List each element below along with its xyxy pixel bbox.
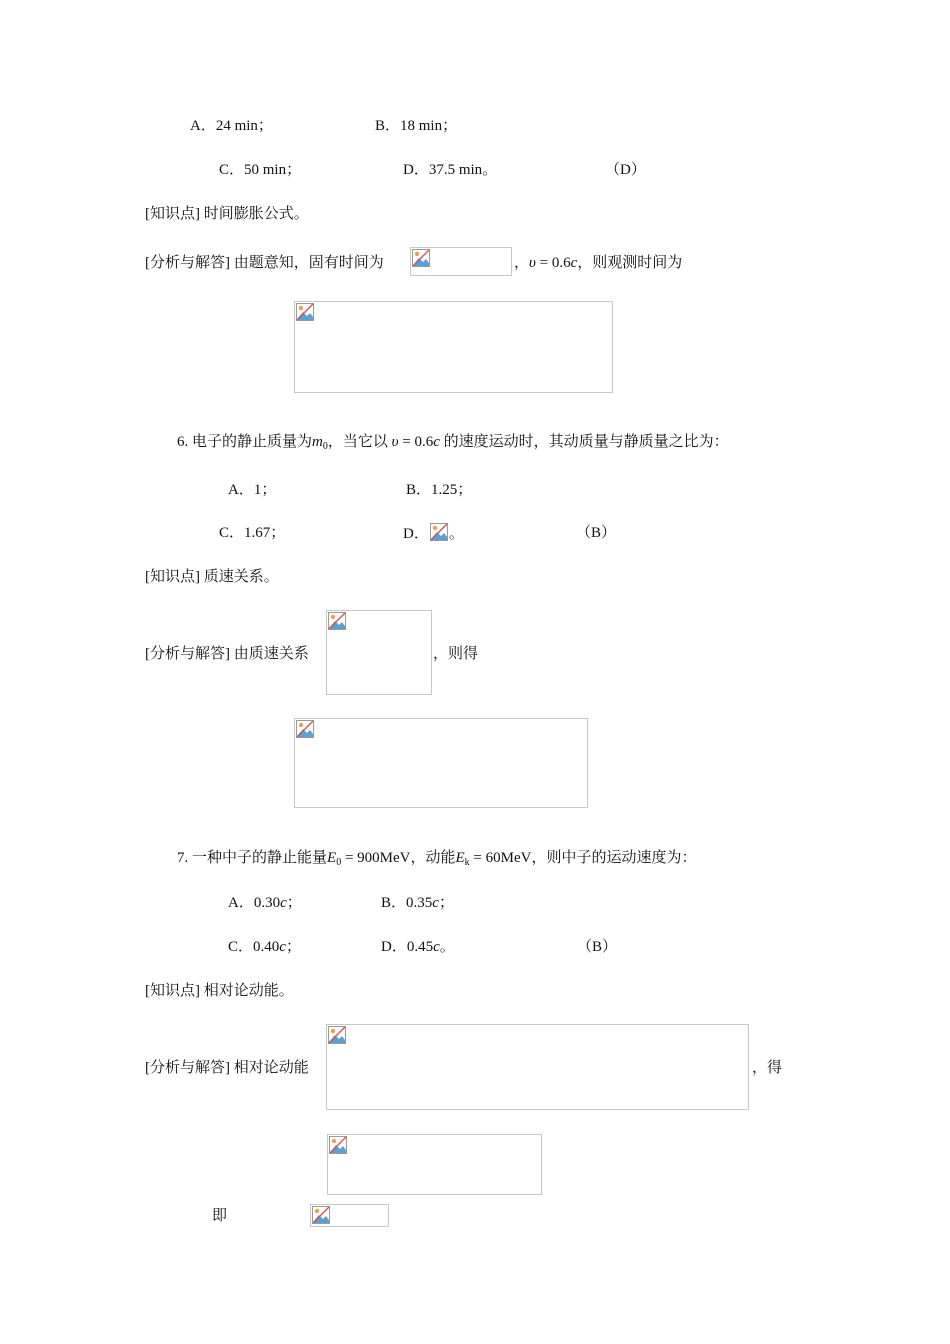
knowledge-label: [知识点] — [145, 206, 200, 222]
option-d-prefix: D． — [403, 526, 429, 542]
formula-image-mass-ratio — [294, 718, 588, 808]
broken-image-icon — [312, 1206, 330, 1224]
q7-analysis-post: ，得 — [752, 1060, 783, 1076]
analysis-label: [分析与解答] — [145, 1060, 230, 1076]
v-value: = 0.6 — [535, 255, 571, 271]
broken-image-icon — [329, 1136, 347, 1154]
q7-stem — [177, 848, 696, 868]
m-subscript: 0 — [322, 441, 328, 452]
q7-option-a — [228, 893, 302, 913]
broken-image-icon — [328, 1026, 346, 1044]
formula-image-observed-time — [294, 301, 613, 393]
q6-option-c: C．1.67； — [219, 525, 286, 541]
knowledge-label: [知识点] — [145, 983, 200, 999]
knowledge-text: 时间膨胀公式。 — [203, 206, 309, 222]
q7-option-c — [228, 937, 301, 957]
c-symbol: c — [280, 895, 287, 911]
ek-subscript: k — [464, 857, 470, 868]
e-symbol: E — [455, 850, 465, 866]
q5-analysis-line — [145, 253, 384, 273]
q7-knowledge-point — [145, 981, 294, 1001]
stem-post: 的速度运动时，其动质量与静质量之比为： — [443, 434, 729, 450]
m-symbol: m — [312, 434, 323, 450]
c-symbol: c — [279, 939, 286, 955]
knowledge-text: 相对论动能。 — [203, 983, 294, 999]
q7-option-b — [381, 893, 454, 913]
broken-image-icon — [430, 523, 448, 541]
analysis-text-pre: 相对论动能 — [233, 1060, 309, 1076]
v-value: = 0.6 — [398, 434, 434, 450]
q5-option-c: C．50 min； — [219, 162, 302, 178]
v-symbol: υ — [391, 434, 399, 450]
formula-image-mass-velocity — [326, 610, 432, 695]
option-d-value: D．0.45 — [381, 939, 434, 955]
q6-answer: （B） — [576, 525, 617, 541]
option-a-value: A．0.30 — [228, 895, 281, 911]
q7-option-d — [381, 937, 455, 957]
q6-stem — [177, 432, 729, 452]
e0-subscript: 0 — [336, 857, 342, 868]
broken-image-icon — [296, 720, 314, 738]
e-symbol: E — [327, 850, 337, 866]
q5-option-b: B．18 min； — [375, 118, 458, 134]
option-c-value: C．0.40 — [228, 939, 280, 955]
analysis-label: [分析与解答] — [145, 646, 230, 662]
analysis-text-pre: 由题意知，固有时间为 — [233, 255, 384, 271]
analysis-text-post: ，则观测时间为 — [577, 255, 683, 271]
q5-analysis-line-cont — [514, 253, 682, 273]
q5-answer: （D） — [605, 162, 646, 178]
formula-image-kinetic-energy — [326, 1024, 749, 1110]
semicolon: ； — [438, 895, 454, 911]
q6-knowledge-point — [145, 567, 279, 587]
knowledge-label: [知识点] — [145, 569, 200, 585]
stem-pre: 6. 电子的静止质量为 — [177, 434, 313, 450]
stem-mid-2: = 60MeV，则中子的运动速度为： — [469, 850, 697, 866]
c-symbol: c — [432, 895, 439, 911]
broken-image-icon — [296, 303, 314, 321]
c-symbol: c — [433, 434, 440, 450]
option-b-value: B．0.35 — [381, 895, 433, 911]
q7-analysis-line — [145, 1058, 309, 1078]
analysis-text-pre: 由质速关系 — [233, 646, 309, 662]
q5-knowledge-point — [145, 204, 309, 224]
option-d-suffix: 。 — [448, 526, 464, 542]
broken-image-icon — [328, 612, 346, 630]
q7-ji-label: 即 — [212, 1208, 228, 1224]
q5-option-a: A．24 min； — [190, 118, 273, 134]
formula-image-proper-time — [410, 247, 512, 276]
q6-option-d — [403, 523, 464, 544]
formula-image-velocity-derivation — [327, 1134, 542, 1195]
stem-mid: ，当它以 — [327, 434, 388, 450]
knowledge-text: 质速关系。 — [203, 569, 279, 585]
stem-pre: 7. 一种中子的静止能量 — [177, 850, 328, 866]
q7-answer: （B） — [577, 939, 618, 955]
v-symbol: υ — [529, 255, 536, 271]
semicolon: ； — [285, 939, 301, 955]
semicolon: ； — [286, 895, 302, 911]
period: 。 — [439, 939, 455, 955]
q6-option-a: A．1； — [228, 482, 277, 498]
q5-option-d: D．37.5 min。 — [403, 162, 498, 178]
q6-analysis-post: ，则得 — [433, 646, 479, 662]
q6-analysis-line — [145, 644, 309, 664]
formula-image-velocity-result — [310, 1204, 389, 1227]
q6-option-b: B．1.25； — [406, 482, 473, 498]
comma: ， — [514, 255, 530, 271]
stem-mid-1: = 900MeV，动能 — [341, 850, 456, 866]
c-symbol: c — [433, 939, 440, 955]
c-symbol: c — [570, 255, 578, 271]
analysis-label: [分析与解答] — [145, 255, 230, 271]
broken-image-icon — [412, 249, 430, 267]
